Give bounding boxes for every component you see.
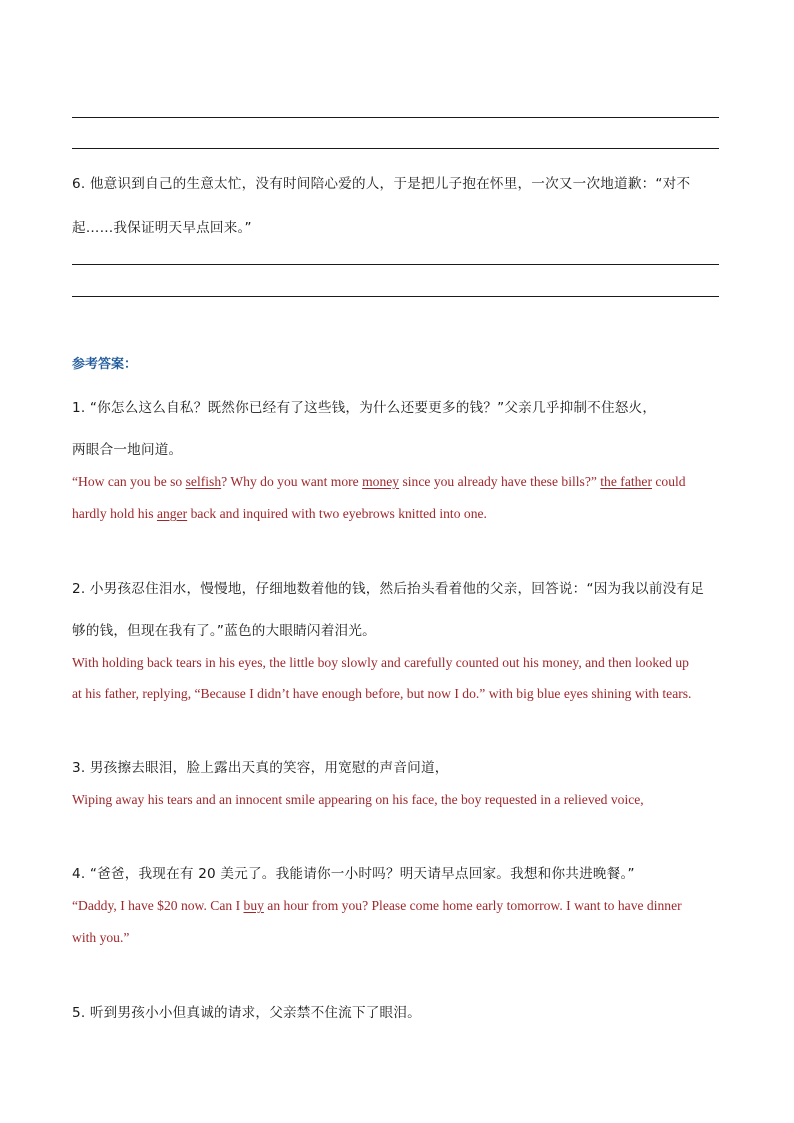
answer-1-chinese-line-2: 两眼合一地问道。 bbox=[72, 442, 183, 458]
reference-answers-heading: 参考答案： bbox=[72, 357, 138, 372]
answer-3-chinese-line-1: 3. 男孩擦去眼泪，脸上露出天真的笑容，用宽慰的声音问道， bbox=[72, 760, 449, 776]
answer-1-chinese-line-1: 1. “你怎么这么自私？既然你已经有了这些钱，为什么还要更多的钱？”父亲几乎抑制不住怒火， bbox=[72, 400, 657, 416]
answer-4-english-line-2: with you.” bbox=[72, 930, 130, 945]
answer-1-english-line-1 bbox=[72, 474, 686, 490]
answer-2-english-line-1: With holding back tears in his eyes, the little boy slowly and carefully counted out his money, and then looked up bbox=[72, 655, 689, 670]
answer-2-chinese-line-2: 够的钱，但现在我有了。”蓝色的大眼睛闪着泪光。 bbox=[72, 623, 376, 639]
answer-2-english-line-2: at his father, replying, “Because I didn’t have enough before, but now I do.” with big blue eyes shining with tears. bbox=[72, 686, 692, 701]
answer-4-chinese-line-1: 4. “爸爸，我现在有 20 美元了。我能请你一小时吗？明天请早点回家。我想和你共进晚餐。” bbox=[72, 866, 635, 882]
underlined-word: buy bbox=[243, 898, 264, 913]
answer-blank-line bbox=[72, 296, 719, 297]
answer-blank-line bbox=[72, 148, 719, 149]
text-run: could bbox=[651, 474, 686, 489]
answer-4-english-line-1 bbox=[72, 898, 682, 914]
underlined-word: anger bbox=[156, 506, 188, 521]
question-6-line-1: 6. 他意识到自己的生意太忙，没有时间陪心爱的人，于是把儿子抱在怀里，一次又一次地道歉：“对不 bbox=[72, 176, 691, 192]
text-run: back and inquired with two eyebrows knitted into one. bbox=[187, 506, 487, 521]
answer-3-english-line-1: Wiping away his tears and an innocent smile appearing on his face, the boy requested in a relieved voice, bbox=[72, 792, 644, 807]
text-run: “How can you be so bbox=[72, 474, 186, 489]
answer-blank-line bbox=[72, 264, 719, 265]
answer-blank-line bbox=[72, 117, 719, 118]
answer-1-english-line-2 bbox=[72, 506, 487, 522]
underlined-word: selfish bbox=[185, 474, 222, 489]
text-run: “Daddy, I have $20 now. Can I bbox=[72, 898, 244, 913]
question-6-line-2: 起……我保证明天早点回来。” bbox=[72, 220, 252, 236]
text-run: hardly hold his bbox=[72, 506, 157, 521]
text-run: an hour from you? Please come home early tomorrow. I want to have dinner bbox=[263, 898, 682, 913]
text-run: ? Why do you want more bbox=[221, 474, 363, 489]
answer-5-chinese-line-1: 5. 听到男孩小小但真诚的请求，父亲禁不住流下了眼泪。 bbox=[72, 1005, 421, 1021]
underlined-word: money bbox=[362, 474, 400, 489]
text-run: since you already have these bills?” bbox=[399, 474, 601, 489]
answer-2-chinese-line-1: 2. 小男孩忍住泪水，慢慢地，仔细地数着他的钱，然后抬头看着他的父亲，回答说：“因为我以前没有足 bbox=[72, 581, 705, 597]
underlined-word: the father bbox=[600, 474, 652, 489]
